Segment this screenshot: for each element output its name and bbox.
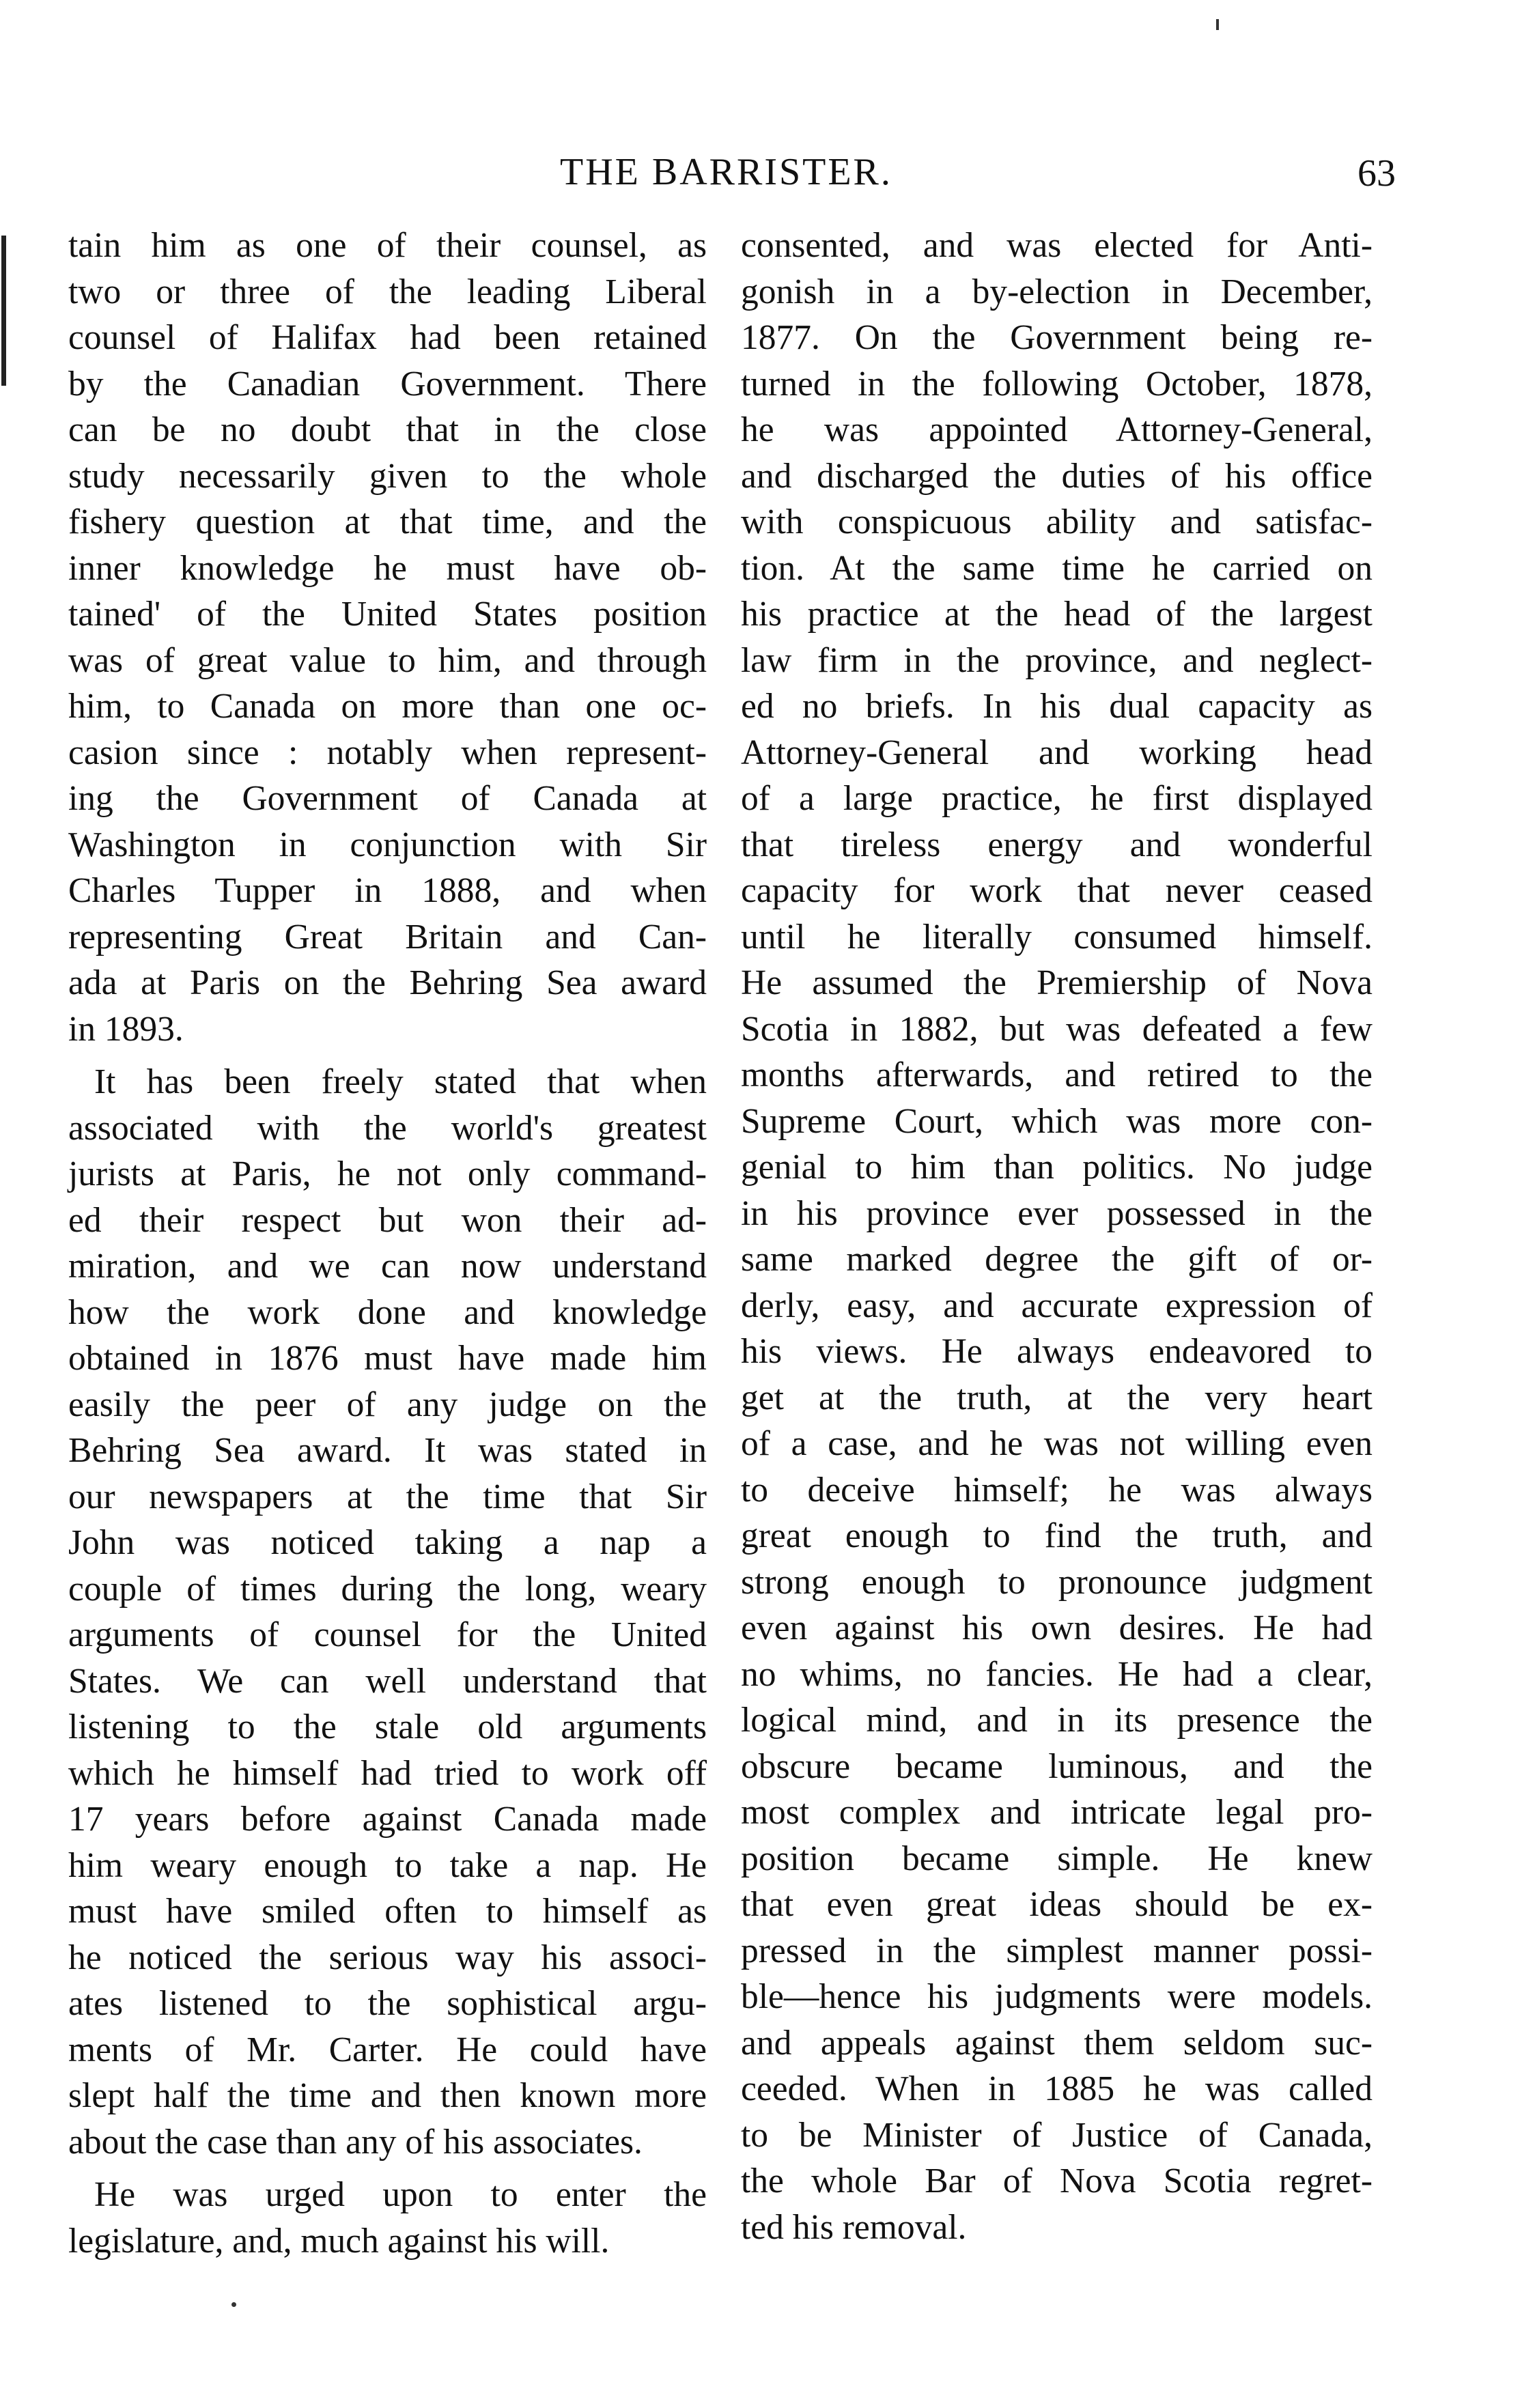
text-line: 1877. On the Government being re-	[741, 318, 1373, 357]
text-line: law firm in the province, and neglect-	[741, 640, 1373, 680]
text-line: tained' of the United States position	[68, 595, 707, 634]
text-line: his views. He always endeavored to	[741, 1332, 1373, 1371]
page-number: 63	[1357, 152, 1396, 195]
text-line: John was noticed taking a nap a	[68, 1523, 707, 1562]
text-line: to be Minister of Justice of Canada,	[741, 2115, 1373, 2155]
text-line: Charles Tupper in 1888, and when	[68, 871, 707, 910]
text-line: him, to Canada on more than one oc-	[68, 687, 707, 726]
text-line: ble—hence his judgments were models.	[741, 1977, 1373, 2016]
text-line: must have smiled often to himself as	[68, 1892, 707, 1931]
text-line: same marked degree the gift of or-	[741, 1240, 1373, 1279]
text-line: months afterwards, and retired to the	[741, 1056, 1373, 1094]
text-line: two or three of the leading Liberal	[68, 272, 707, 311]
text-line: States. We can well understand that	[68, 1661, 707, 1701]
text-line: how the work done and knowledge	[68, 1292, 707, 1332]
page-header	[0, 145, 1520, 206]
text-line: can be no doubt that in the close	[68, 410, 707, 449]
text-line: obtained in 1876 must have made him	[68, 1339, 707, 1378]
stray-dot-mark	[231, 2302, 236, 2307]
text-line: representing Great Britain and Can-	[68, 917, 707, 957]
text-line: listening to the stale old arguments	[68, 1708, 707, 1746]
text-line: It has been freely stated that when	[94, 1062, 707, 1101]
text-line: ed no briefs. In his dual capacity as	[741, 687, 1373, 726]
text-line: jurists at Paris, he not only command-	[68, 1155, 707, 1193]
text-line: to deceive himself; he was always	[741, 1470, 1373, 1510]
text-line: arguments of counsel for the United	[68, 1615, 707, 1654]
text-line: He was urged upon to enter the	[94, 2175, 707, 2214]
text-line: which he himself had tried to work off	[68, 1753, 707, 1793]
text-line: was of great value to him, and through	[68, 640, 707, 680]
text-line: get at the truth, at the very heart	[741, 1378, 1373, 1417]
text-line: ments of Mr. Carter. He could have	[68, 2030, 707, 2069]
text-line: capacity for work that never ceased	[741, 871, 1373, 910]
text-line: associated with the world's greatest	[68, 1108, 707, 1148]
text-line: miration, and we can now understand	[68, 1247, 707, 1286]
text-line: with conspicuous ability and satisfac-	[741, 502, 1373, 541]
text-line: ada at Paris on the Behring Sea award	[68, 963, 707, 1002]
text-line: Behring Sea award. It was stated in	[68, 1431, 707, 1470]
text-line: he was appointed Attorney-General,	[741, 410, 1373, 449]
right-column	[741, 223, 1373, 2250]
text-line: strong enough to pronounce judgment	[741, 1562, 1373, 1602]
text-line: great enough to find the truth, and	[741, 1516, 1373, 1555]
text-line: the whole Bar of Nova Scotia regret-	[741, 2162, 1373, 2200]
text-line: most complex and intricate legal pro-	[741, 1793, 1373, 1832]
text-line: our newspapers at the time that Sir	[68, 1477, 707, 1516]
text-line: casion since : notably when represent-	[68, 733, 707, 772]
text-line: legislature, and, much against his will.	[68, 2221, 610, 2261]
paragraph-gap	[68, 2165, 707, 2172]
text-line: derly, easy, and accurate expression of	[741, 1286, 1373, 1325]
text-line: tion. At the same time he carried on	[741, 548, 1373, 588]
stray-print-mark	[1216, 19, 1219, 30]
left-column	[68, 223, 707, 2264]
text-line: turned in the following October, 1878,	[741, 364, 1373, 403]
text-line: obscure became luminous, and the	[741, 1746, 1373, 1786]
text-line: that tireless energy and wonderful	[741, 825, 1373, 864]
text-line: about the case than any of his associates.	[68, 2122, 643, 2162]
text-line: 17 years before against Canada made	[68, 1800, 707, 1839]
text-line: in his province ever possessed in the	[741, 1193, 1373, 1233]
text-line: study necessarily given to the whole	[68, 456, 707, 496]
text-line: He assumed the Premiership of Nova	[741, 963, 1373, 1002]
text-line: gonish in a by-election in December,	[741, 272, 1373, 311]
text-line: Scotia in 1882, but was defeated a few	[741, 1009, 1373, 1049]
text-line: until he literally consumed himself.	[741, 917, 1373, 957]
text-line: genial to him than politics. No judge	[741, 1148, 1373, 1187]
text-line: and appeals against them seldom suc-	[741, 2023, 1373, 2063]
text-line: and discharged the duties of his office	[741, 456, 1373, 496]
text-line: ed their respect but won their ad-	[68, 1200, 707, 1240]
text-line: ates listened to the sophistical argu-	[68, 1984, 707, 2023]
text-line: of a large practice, he first displayed	[741, 779, 1373, 818]
text-line: fishery question at that time, and the	[68, 502, 707, 541]
text-line: no whims, no fancies. He had a clear,	[741, 1654, 1373, 1694]
text-line: Attorney-General and working head	[741, 733, 1373, 772]
text-line: inner knowledge he must have ob-	[68, 548, 707, 588]
text-line: pressed in the simplest manner possi-	[741, 1931, 1373, 1970]
text-line: consented, and was elected for Anti-	[741, 226, 1373, 265]
text-line: by the Canadian Government. There	[68, 364, 707, 403]
text-line: of a case, and he was not willing even	[741, 1424, 1373, 1463]
text-line: slept half the time and then known more	[68, 2076, 707, 2115]
text-line: he noticed the serious way his associ-	[68, 1938, 707, 1977]
text-line: tain him as one of their counsel, as	[68, 226, 707, 265]
paragraph-gap	[68, 1052, 707, 1059]
text-line: in 1893.	[68, 1009, 184, 1049]
text-line: even against his own desires. He had	[741, 1609, 1373, 1647]
binding-edge-shadow	[1, 236, 6, 386]
text-line: counsel of Halifax had been retained	[68, 318, 707, 357]
text-line: ted his removal.	[741, 2207, 967, 2247]
text-line: position became simple. He knew	[741, 1839, 1373, 1878]
text-line: easily the peer of any judge on the	[68, 1385, 707, 1424]
text-line: that even great ideas should be ex-	[741, 1885, 1373, 1924]
text-line: ceeded. When in 1885 he was called	[741, 2069, 1373, 2108]
running-title: THE BARRISTER.	[560, 151, 892, 193]
text-line: him weary enough to take a nap. He	[68, 1845, 707, 1885]
text-line: logical mind, and in its presence the	[741, 1701, 1373, 1740]
text-line: couple of times during the long, weary	[68, 1569, 707, 1609]
text-line: ing the Government of Canada at	[68, 779, 707, 818]
text-line: Washington in conjunction with Sir	[68, 825, 707, 864]
text-line: Supreme Court, which was more con-	[741, 1101, 1373, 1141]
text-line: his practice at the head of the largest	[741, 595, 1373, 634]
